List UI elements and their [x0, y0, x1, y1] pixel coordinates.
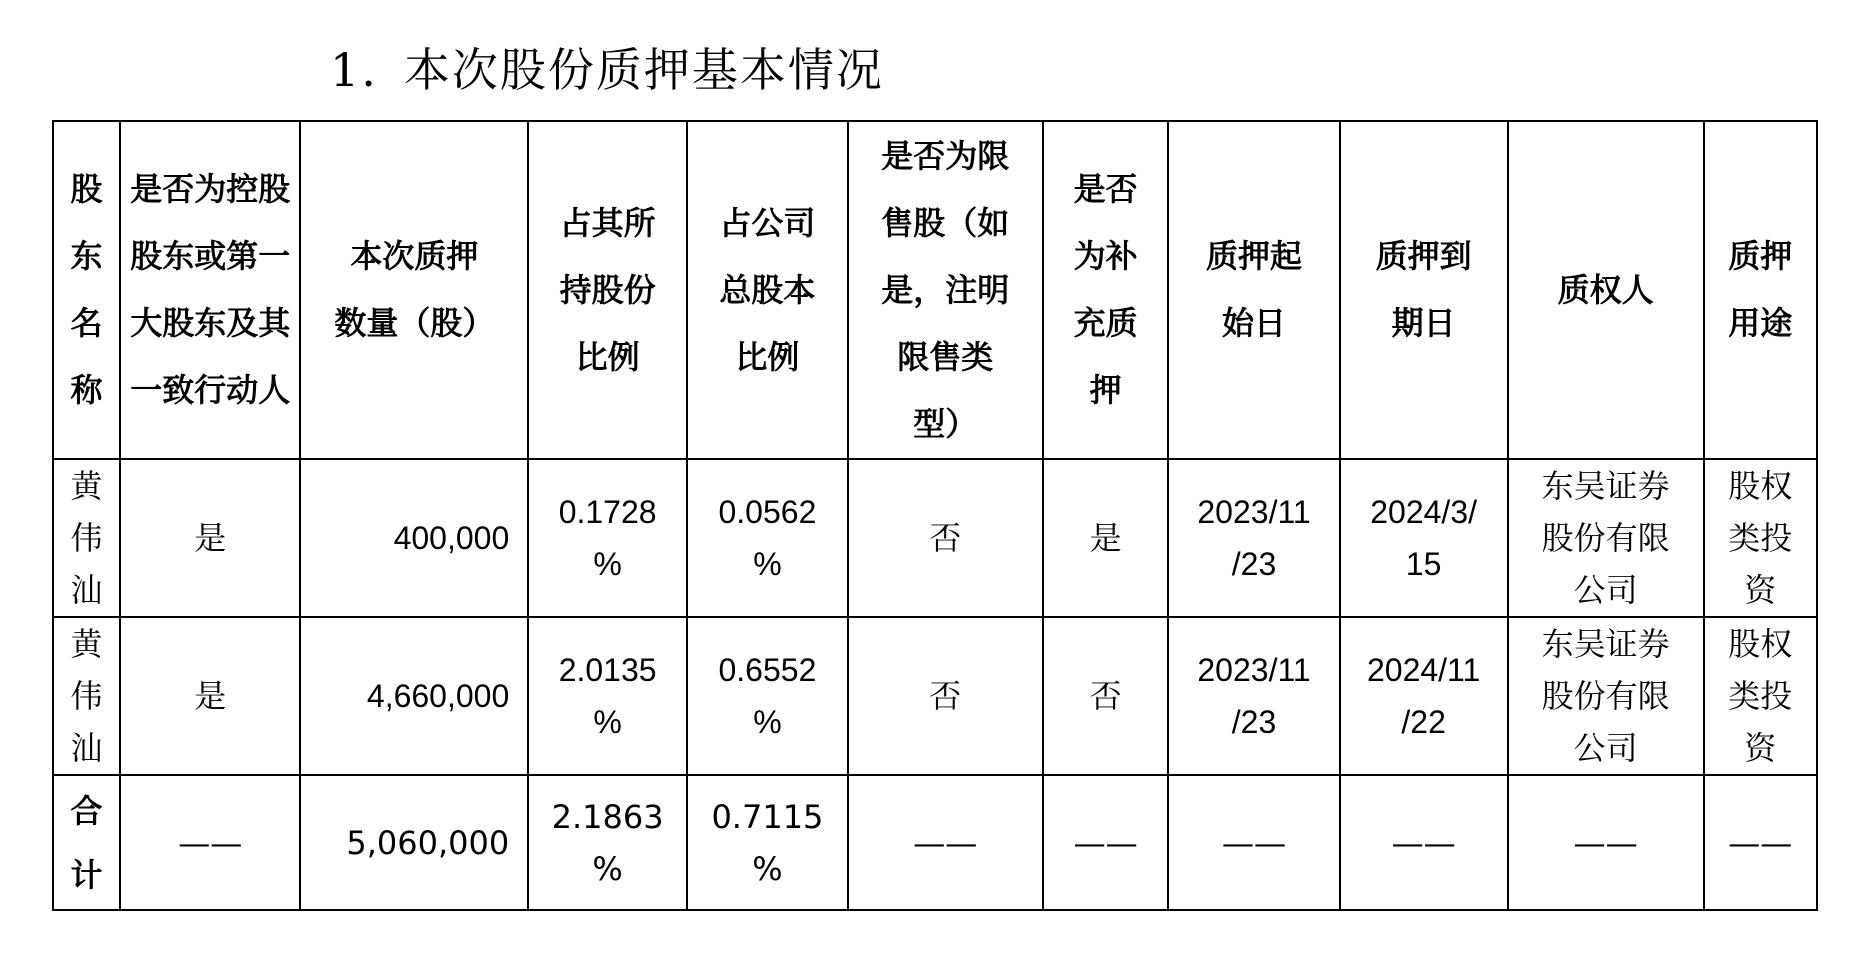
section-heading: [330, 40, 884, 100]
header-shareholder-name: 股 东 名 称: [53, 121, 120, 459]
cell-total-ratio-total: 0.7115 %: [687, 775, 848, 910]
cell-is-supplementary: 否: [1043, 617, 1169, 775]
cell-pledgee: 东吴证券 股份有限 公司: [1508, 459, 1704, 617]
table-row: [53, 459, 1817, 617]
header-start-date: 质押起 始日: [1168, 121, 1339, 459]
header-is-controlling: 是否为控股 股东或第一 大股东及其 一致行动人: [120, 121, 300, 459]
cell-ratio-own: 0.1728 %: [528, 459, 687, 617]
cell-total-label: 合计: [53, 775, 120, 910]
table-total-row: [53, 775, 1817, 910]
cell-is-restricted: 否: [848, 617, 1043, 775]
cell-is-controlling: 是: [120, 459, 300, 617]
cell-purpose: 股权 类投 资: [1704, 617, 1817, 775]
header-ratio-total: 占公司 总股本 比例: [687, 121, 848, 459]
cell-shareholder-name: 黄伟汕: [53, 459, 120, 617]
cell-is-restricted: 否: [848, 459, 1043, 617]
cell-purpose: 股权 类投 资: [1704, 459, 1817, 617]
cell-total-is-controlling: ——: [120, 775, 300, 910]
cell-start-date: 2023/11 /23: [1168, 617, 1339, 775]
cell-total-is-supplementary: ——: [1043, 775, 1169, 910]
header-purpose: 质押 用途: [1704, 121, 1817, 459]
cell-ratio-total: 0.0562 %: [687, 459, 848, 617]
cell-total-ratio-own: 2.1863 %: [528, 775, 687, 910]
cell-total-start-date: ——: [1168, 775, 1339, 910]
cell-is-controlling: 是: [120, 617, 300, 775]
section-number: 1.: [330, 43, 378, 97]
header-ratio-own: 占其所 持股份 比例: [528, 121, 687, 459]
cell-ratio-own: 2.0135 %: [528, 617, 687, 775]
cell-shareholder-name: 黄伟汕: [53, 617, 120, 775]
header-pledge-quantity: 本次质押 数量（股）: [300, 121, 528, 459]
cell-total-purpose: ——: [1704, 775, 1817, 910]
cell-total-pledge-quantity: 5,060,000: [300, 775, 528, 910]
header-is-restricted: 是否为限 售股（如 是，注明 限售类 型）: [848, 121, 1043, 459]
cell-start-date: 2023/11 /23: [1168, 459, 1339, 617]
cell-end-date: 2024/11 /22: [1340, 617, 1508, 775]
header-pledgee: 质权人: [1508, 121, 1704, 459]
cell-total-end-date: ——: [1340, 775, 1508, 910]
cell-total-is-restricted: ——: [848, 775, 1043, 910]
cell-pledgee: 东吴证券 股份有限 公司: [1508, 617, 1704, 775]
table-header-row: [53, 121, 1817, 459]
pledge-table: [52, 120, 1818, 911]
cell-pledge-quantity: 400,000: [300, 459, 528, 617]
cell-ratio-total: 0.6552 %: [687, 617, 848, 775]
header-end-date: 质押到 期日: [1340, 121, 1508, 459]
cell-is-supplementary: 是: [1043, 459, 1169, 617]
cell-pledge-quantity: 4,660,000: [300, 617, 528, 775]
cell-total-pledgee: ——: [1508, 775, 1704, 910]
section-title: 本次股份质押基本情况: [403, 43, 884, 97]
table-row: [53, 617, 1817, 775]
cell-end-date: 2024/3/ 15: [1340, 459, 1508, 617]
header-is-supplementary: 是否 为补 充质 押: [1043, 121, 1169, 459]
